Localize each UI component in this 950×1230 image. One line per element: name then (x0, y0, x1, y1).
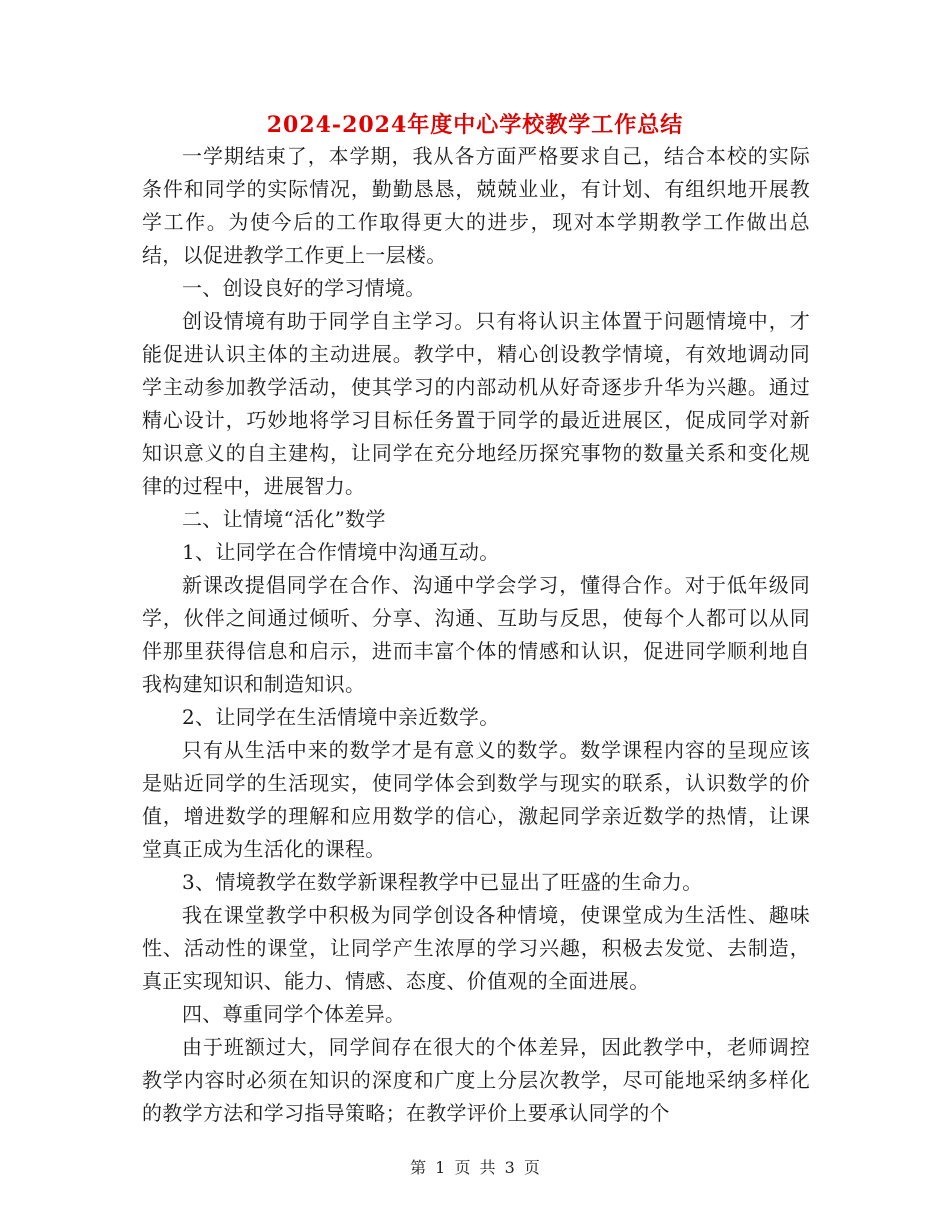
subheading-2-3: 3、情境教学在数学新课程教学中已显出了旺盛的生命力。 (182, 870, 703, 894)
section-heading-2: 二、让情境“活化”数学 (182, 507, 386, 531)
paragraph-section-4: 由于班额过大，同学间存在很大的个体差异，因此教学中，老师调控教学内容时必须在知识的深度和广度上分层次教学，尽可能地采纳多样化的教学方法和学习指导策略；在教学评价上要承认同学的个 (142, 1035, 810, 1125)
paragraph-2-2: 只有从生活中来的数学才是有意义的数学。数学课程内容的呈现应该是贴近同学的生活现实，使同学体会到数学与现实的联系，认识数学的价值，增进数学的理解和应用数学的信心，激起同学亲近数学的热情，让课堂真正成为生活化的课程。 (142, 738, 810, 861)
section-heading-4: 四、尊重同学个体差异。 (182, 1002, 406, 1026)
subheading-2-1: 1、让同学在合作情境中沟通互动。 (182, 540, 500, 564)
paragraph-2-3: 我在课堂教学中积极为同学创设各种情境，使课堂成为生活性、趣味性、活动性的课堂，让同学产生浓厚的学习兴趣，积极去发觉、去制造，真正实现知识、能力、情感、态度、价值观的全面进展。 (142, 903, 810, 993)
document-title: 2024-2024年度中心学校教学工作总结 (266, 112, 684, 138)
section-heading-1: 一、创设良好的学习情境。 (182, 276, 426, 300)
page-number-footer: 第 1 页 共 3 页 (410, 1158, 540, 1177)
paragraph-intro: 一学期结束了，本学期，我从各方面严格要求自己，结合本校的实际条件和同学的实际情况，勤勤恳恳，兢兢业业，有计划、有组织地开展教学工作。为使今后的工作取得更大的进步，现对本学期教学工作做出总结，以促进教学工作更上一层楼。 (142, 144, 810, 267)
paragraph-section-1: 创设情境有助于同学自主学习。只有将认识主体置于问题情境中，才能促进认识主体的主动进展。教学中，精心创设教学情境，有效地调动同学主动参加教学活动，使其学习的内部动机从好奇逐步升华为兴趣。通过精心设计，巧妙地将学习目标任务置于同学的最近进展区，促成同学对新知识意义的自主建构，让同学在充分地经历探究事物的数量关系和变化规律的过程中，进展智力。 (142, 309, 810, 498)
document-body (142, 140, 810, 1130)
subheading-2-2: 2、让同学在生活情境中亲近数学。 (182, 705, 500, 729)
paragraph-2-1: 新课改提倡同学在合作、沟通中学会学习，懂得合作。对于低年级同学，伙伴之间通过倾听、分享、沟通、互助与反思，使每个人都可以从同伴那里获得信息和启示，进而丰富个体的情感和认识，促进同学顺利地自我构建知识和制造知识。 (142, 573, 810, 696)
